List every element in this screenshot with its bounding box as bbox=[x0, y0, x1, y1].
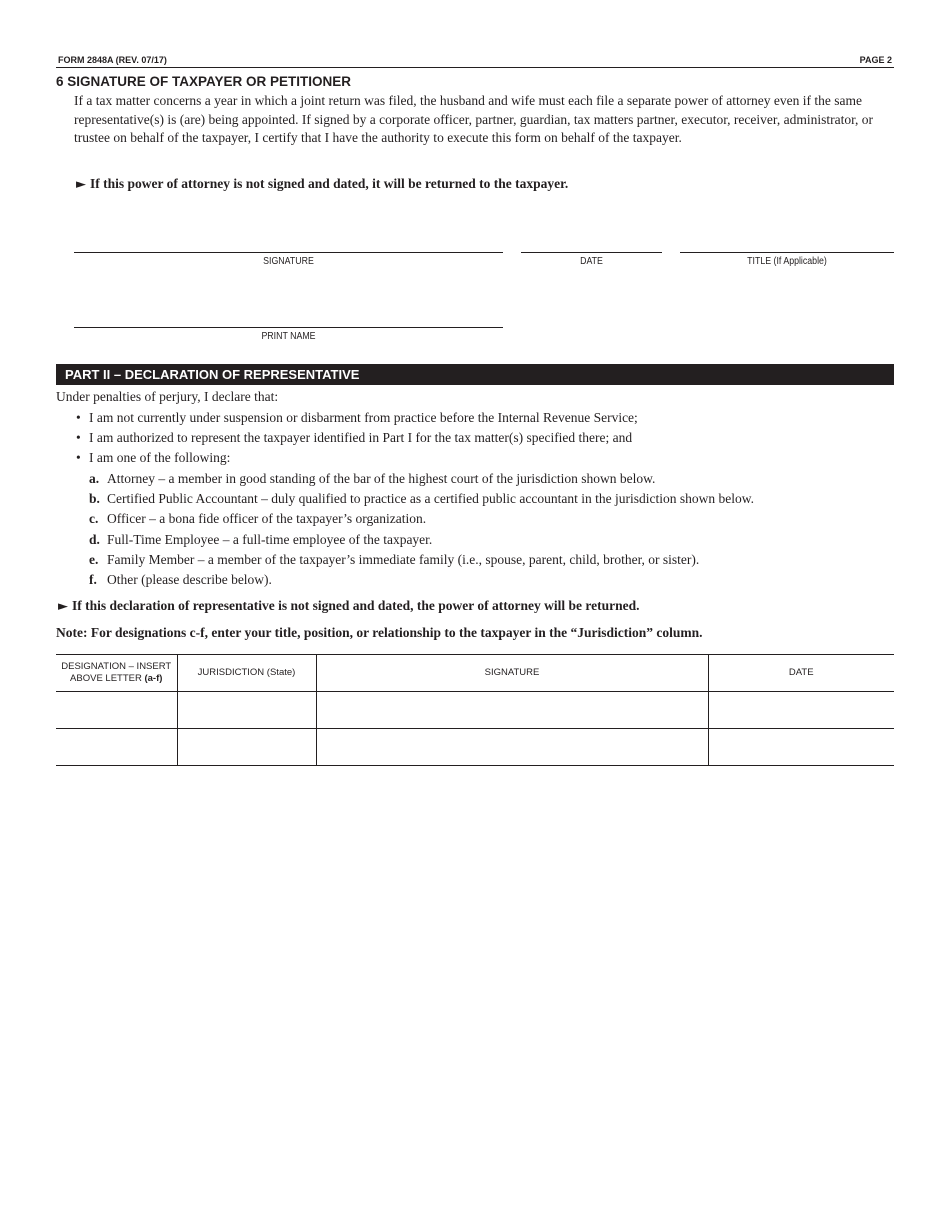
arrow-right-icon: ► bbox=[58, 599, 68, 614]
option-letter: b. bbox=[89, 491, 100, 507]
bullet-text: I am authorized to represent the taxpayer identified in Part I for the tax matter(s) specified there; and bbox=[89, 430, 633, 446]
signature-column-header: SIGNATURE bbox=[316, 655, 708, 692]
taxpayer-date-field[interactable] bbox=[521, 252, 662, 253]
list-item bbox=[89, 509, 754, 529]
taxpayer-title-field[interactable] bbox=[680, 252, 894, 253]
designation-header-letters: (a-f) bbox=[144, 673, 163, 684]
taxpayer-date-label: DATE bbox=[580, 256, 603, 267]
designation-header-line1: DESIGNATION – INSERT bbox=[61, 661, 172, 672]
date-cell[interactable] bbox=[708, 729, 894, 766]
declaration-intro: Under penalties of perjury, I declare that: bbox=[56, 389, 279, 404]
signature-cell[interactable] bbox=[316, 692, 708, 729]
option-letter: c. bbox=[89, 511, 99, 527]
section-6-paragraph: If a tax matter concerns a year in which a joint return was filed, the husband and wife must each file a separate power of attorney even if the same representative(s) is (are) being appointed. If signed by a corporate officer, partner, guardian, tax matters partner, executor, receiver, administrator, or trustee on behalf of the taxpayer, I certify that I have the authority to execute this form on behalf of the taxpayer. bbox=[74, 93, 874, 146]
declaration-warning-text: If this declaration of representative is not signed and dated, the power of attorney will be returned. bbox=[72, 598, 640, 613]
option-letter: d. bbox=[89, 531, 100, 547]
option-letter: f. bbox=[89, 572, 97, 588]
option-text: Attorney – a member in good standing of the bar of the highest court of the jurisdiction shown below. bbox=[107, 471, 656, 486]
taxpayer-print-name-field[interactable] bbox=[74, 327, 503, 328]
bullet-text: I am one of the following: bbox=[89, 450, 231, 466]
date-column-header: DATE bbox=[708, 655, 894, 692]
list-item bbox=[89, 489, 754, 509]
list-item: • I am one of the following: bbox=[76, 450, 231, 466]
table-header-row bbox=[56, 655, 894, 692]
taxpayer-print-name-label: PRINT NAME bbox=[261, 331, 316, 342]
table-row bbox=[56, 692, 894, 729]
jurisdiction-cell[interactable] bbox=[177, 692, 316, 729]
signature-warning-text: If this power of attorney is not signed and dated, it will be returned to the taxpayer. bbox=[90, 176, 569, 191]
representative-table bbox=[56, 654, 894, 766]
arrow-right-icon: ► bbox=[76, 177, 86, 192]
taxpayer-signature-field[interactable] bbox=[74, 252, 503, 253]
taxpayer-signature-label: SIGNATURE bbox=[263, 256, 314, 267]
designation-cell[interactable] bbox=[56, 692, 177, 729]
designation-options bbox=[89, 469, 754, 590]
option-letter: a. bbox=[89, 471, 100, 486]
jurisdiction-cell[interactable] bbox=[177, 729, 316, 766]
section-6-title: 6 SIGNATURE OF TAXPAYER OR PETITIONER bbox=[56, 74, 352, 89]
list-item bbox=[89, 550, 754, 570]
designation-column-header bbox=[56, 655, 177, 692]
option-text: Certified Public Accountant – duly qualified to practice as a certified public accountant in the jurisdiction shown below. bbox=[107, 491, 754, 507]
option-text: Family Member – a member of the taxpayer’s immediate family (i.e., spouse, parent, child, brother, or sister). bbox=[107, 551, 700, 567]
table-row bbox=[56, 729, 894, 766]
option-letter: e. bbox=[89, 551, 99, 567]
bullet-text: I am not currently under suspension or disbarment from practice before the Internal Revenue Service; bbox=[89, 410, 638, 425]
list-item: • I am authorized to represent the taxpayer identified in Part I for the tax matter(s) specified there; and bbox=[76, 430, 633, 446]
declaration-bullets bbox=[76, 408, 638, 469]
date-cell[interactable] bbox=[708, 692, 894, 729]
designation-note: Note: For designations c-f, enter your title, position, or relationship to the taxpayer in the “Jurisdiction” column. bbox=[56, 625, 703, 640]
signature-warning bbox=[76, 176, 568, 192]
list-item bbox=[89, 469, 754, 489]
option-text: Other (please describe below). bbox=[107, 572, 272, 588]
designation-header-line2: ABOVE LETTER bbox=[70, 673, 145, 684]
form-id: FORM 2848A (REV. 07/17) bbox=[58, 55, 167, 65]
taxpayer-title-label: TITLE (If Applicable) bbox=[747, 256, 827, 267]
declaration-warning bbox=[58, 598, 639, 614]
part-2-title: PART II – DECLARATION OF REPRESENTATIVE bbox=[65, 367, 360, 382]
option-text: Officer – a bona fide officer of the taxpayer’s organization. bbox=[107, 511, 427, 527]
jurisdiction-column-header: JURISDICTION (State) bbox=[177, 655, 316, 692]
header-rule bbox=[56, 67, 894, 68]
list-item: • I am not currently under suspension or disbarment from practice before the Internal Revenue Service; bbox=[76, 410, 638, 425]
option-text: Full-Time Employee – a full-time employee of the taxpayer. bbox=[107, 531, 433, 547]
list-item bbox=[89, 570, 754, 590]
designation-cell[interactable] bbox=[56, 729, 177, 766]
list-item bbox=[89, 530, 754, 550]
part-2-header-bar bbox=[56, 364, 894, 385]
signature-cell[interactable] bbox=[316, 729, 708, 766]
page-number: PAGE 2 bbox=[859, 55, 892, 65]
